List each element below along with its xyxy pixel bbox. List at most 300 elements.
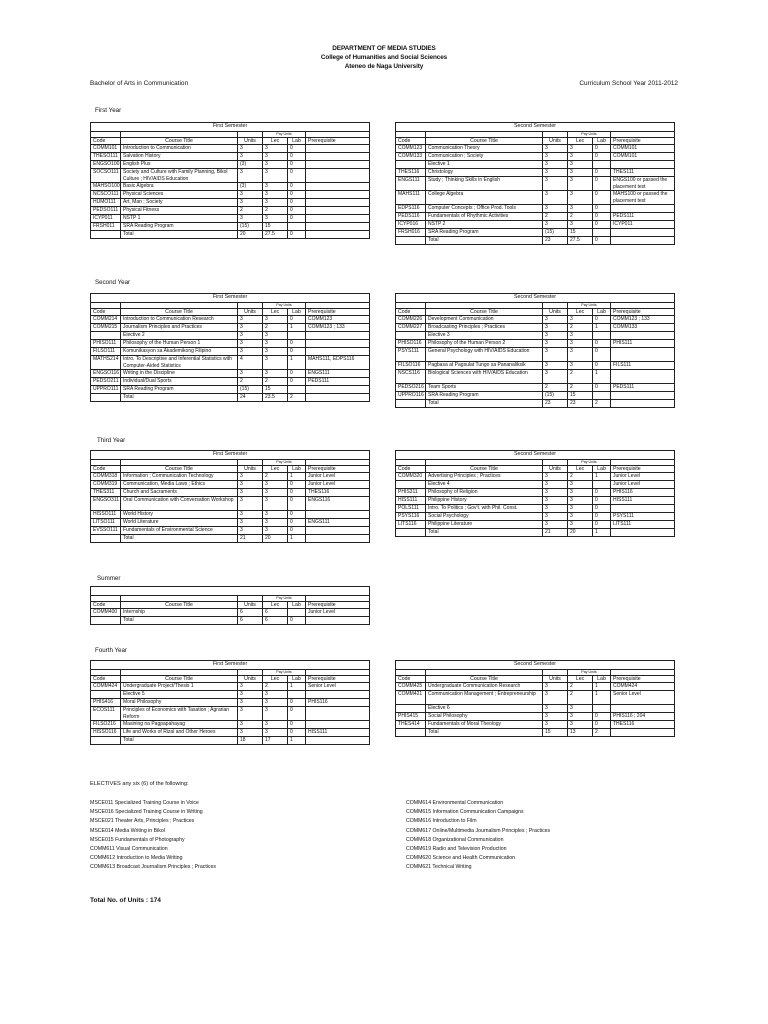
units: 3 [543,221,568,229]
course-row [396,221,675,229]
units: 3 [543,489,568,497]
units: 3 [543,721,568,729]
course-code: HISS111 [396,497,426,505]
units: 3 [238,215,263,223]
course-title: Philosophy of the Human Person 2 [426,340,543,348]
lab-units [593,481,611,489]
lab-units: 1 [288,356,306,370]
units: (3) [238,183,263,191]
course-code: LITS116 [396,521,426,529]
lec-units: 2 [263,378,288,386]
course-title: Total [121,535,238,543]
prerequisite [306,223,370,231]
course-row [396,348,675,362]
prerequisite [306,617,370,625]
lab-units: 0 [593,237,611,245]
course-row [396,392,675,400]
lec-units: 3 [263,356,288,370]
pay-units-label: Pay Units [263,460,306,466]
course-code: EVSSO111 [91,527,121,535]
units: 3 [238,199,263,207]
semester-title: First Semester [91,451,370,460]
lab-units: 1 [288,737,306,745]
units: 3 [543,691,568,705]
course-code [91,394,121,402]
course-code: UPPRO116 [396,392,426,400]
course-title: Social Philosophy [426,713,543,721]
lab-units: 1 [593,324,611,332]
course-code: COMM226 [396,316,426,324]
course-row [91,199,370,207]
units: 3 [238,497,263,511]
column-header-lec: Lec [263,466,288,473]
lec-units: 3 [263,729,288,737]
prerequisite: PHIS116 [611,489,675,497]
course-code [91,617,121,625]
course-row [91,511,370,519]
prerequisite: Junior Level [306,609,370,617]
lab-units: 2 [288,394,306,402]
semester-table [90,293,370,402]
course-row [396,729,675,737]
column-header-lec: Lec [263,602,288,609]
course-code: COMM320 [396,473,426,481]
course-code: PEDSO111 [91,207,121,215]
units: 23 [543,400,568,408]
semester-title: Second Semester [396,123,675,132]
lec-units: 3 [568,713,593,721]
lab-units: 0 [593,221,611,229]
semester-title: First Semester [91,123,370,132]
course-row [396,691,675,705]
course-row [91,191,370,199]
elective-item: COMM611 Visual Communication [90,846,168,853]
pay-units-label: Pay Units [263,303,306,309]
lec-units: 3 [568,316,593,324]
units: 18 [238,737,263,745]
course-code: COMM421 [396,691,426,705]
pay-units-label: Pay Units [263,132,306,138]
course-row [91,481,370,489]
course-title: Physical Fitness [121,207,238,215]
course-title: Team Sports [426,384,543,392]
course-title: NSTP 1 [121,215,238,223]
units: 3 [543,340,568,348]
column-header-units: Units [238,138,263,145]
course-code: COMM101 [91,145,121,153]
column-header-prereq: Prerequisite [611,309,675,316]
course-title: Masining na Pagpapahayag [121,721,238,729]
lab-units: 0 [288,340,306,348]
course-row [91,153,370,161]
elective-item: COMM612 Introduction to Media Writing [90,855,183,862]
lab-units: 0 [593,521,611,529]
course-title: Information ; Communication Technology [121,473,238,481]
lec-units: 3 [263,519,288,527]
units: 3 [238,324,263,332]
column-header-code: Code [396,676,426,683]
lec-units: 3 [568,205,593,213]
course-row [91,617,370,625]
prerequisite [611,229,675,237]
elective-item: COMM616 Introduction to Film [406,818,477,825]
lab-units: 0 [288,169,306,183]
course-title: Philosophy of the Human Person 1 [121,340,238,348]
lec-units: 2 [568,683,593,691]
course-code: HISSO116 [91,729,121,737]
lec-units: 3 [263,145,288,153]
prerequisite [611,205,675,213]
pay-units-label: Pay Units [568,303,611,309]
course-title: Basic Algebra [121,183,238,191]
course-title: SRA Reading Program [426,392,543,400]
lec-units: 3 [568,340,593,348]
year-label: Second Year [95,279,131,286]
lec-units: 15 [568,229,593,237]
lab-units: 0 [288,378,306,386]
prerequisite: THES111 [611,169,675,177]
course-row [91,348,370,356]
elective-item: COMM617 Online/Multimedia Journalism Principles ; Practices [406,827,551,834]
column-header-code: Code [91,466,121,473]
lab-units [593,705,611,713]
units: 3 [238,721,263,729]
prerequisite [611,505,675,513]
lab-units: 0 [593,145,611,153]
prerequisite [306,183,370,191]
prerequisite: Junior Level [306,473,370,481]
course-row [396,362,675,370]
lab-units: 0 [593,340,611,348]
lec-units: 3 [263,183,288,191]
lec-units: 2 [263,473,288,481]
course-code: MAHSO100 [91,183,121,191]
course-code: THES116 [396,169,426,177]
units: 4 [238,356,263,370]
semester-title: First Semester [91,661,370,670]
lec-units: 23 [568,400,593,408]
course-row [91,386,370,394]
lab-units: 0 [288,191,306,199]
units: 3 [543,521,568,529]
prerequisite: PHIS116 [306,699,370,707]
column-header-code: Code [91,602,121,609]
prerequisite [306,535,370,543]
course-row [396,721,675,729]
column-header-title: Course Title [426,676,543,683]
course-row [91,394,370,402]
course-code: THESO111 [91,153,121,161]
course-title: Intro. To Descriptive and Inferential Statistics with Computer-Aided Statistics [121,356,238,370]
lab-units: 0 [288,207,306,215]
lec-units: 15 [263,223,288,231]
units: 3 [238,340,263,348]
course-row [396,384,675,392]
lab-units: 0 [593,153,611,161]
column-header-lab: Lab [288,309,306,316]
column-header-lab: Lab [593,138,611,145]
program-name: Bachelor of Arts in Communication [90,80,189,87]
column-header-lec: Lec [568,676,593,683]
column-header-prereq: Prerequisite [306,309,370,316]
units: 3 [238,527,263,535]
course-title: Total [426,237,543,245]
lab-units: 0 [593,316,611,324]
course-title: Study ; Thinking Skills in English [426,177,543,191]
prerequisite: ENGS111 [306,519,370,527]
column-header-units: Units [543,466,568,473]
course-code: COMM215 [91,324,121,332]
course-title: Elective 3 [426,332,543,340]
column-header-title: Course Title [426,466,543,473]
course-code [396,529,426,537]
course-code: COMM123 [396,145,426,153]
units: 23 [543,237,568,245]
course-title: Intro. To Politics ; Gov't. with Phil. Const. [426,505,543,513]
units: 20 [238,231,263,239]
prerequisite [611,729,675,737]
units: 3 [543,169,568,177]
pay-units-label: Pay Units [263,596,306,602]
column-header-lab: Lab [288,138,306,145]
column-header-lab: Lab [288,602,306,609]
elective-item: COMM615 Information Communication Campaigns [406,809,524,816]
units: (15) [238,223,263,231]
lec-units: 3 [263,161,288,169]
lab-units: 0 [593,497,611,505]
course-row [396,205,675,213]
lab-units: 0 [288,519,306,527]
course-row [91,161,370,169]
lec-units: 20 [263,535,288,543]
course-row [91,527,370,535]
prerequisite: LITS111 [611,521,675,529]
lab-units [288,332,306,340]
course-row [396,705,675,713]
lab-units: 0 [288,145,306,153]
course-code: PEDSO216 [396,384,426,392]
course-row [396,145,675,153]
lec-units: 2 [263,207,288,215]
elective-item: MSCE015 Fundamentals of Photography [90,836,185,843]
lab-units: 0 [593,713,611,721]
course-row [396,513,675,521]
prerequisite [611,332,675,340]
course-row [396,400,675,408]
course-title: Elective 1 [426,161,543,169]
column-header-lec: Lec [263,676,288,683]
lec-units: 3 [568,362,593,370]
lab-units: 0 [593,191,611,205]
lab-units: 0 [593,169,611,177]
course-code: PHIS311 [396,489,426,497]
column-header-title: Course Title [121,676,238,683]
course-title: Internship [121,609,238,617]
course-title: Philippine History [426,497,543,505]
course-row [396,370,675,384]
course-row [396,213,675,221]
units: 3 [543,191,568,205]
lec-units: 3 [568,705,593,713]
column-header-prereq: Prerequisite [611,676,675,683]
course-row [91,699,370,707]
lab-units: 1 [593,691,611,705]
lec-units: 3 [263,527,288,535]
column-header-title: Course Title [121,602,238,609]
course-title: NSTP 2 [426,221,543,229]
column-header-lec: Lec [263,138,288,145]
units: 3 [543,316,568,324]
course-code: ENGS111 [396,177,426,191]
course-title: Communication ; Society [426,153,543,161]
lec-units: 3 [568,169,593,177]
lab-units: 1 [288,535,306,543]
course-code [396,729,426,737]
prerequisite: COMM123 ; 133 [611,316,675,324]
lec-units: 3 [568,153,593,161]
lab-units: 0 [593,721,611,729]
prerequisite [306,207,370,215]
course-row [91,609,370,617]
prerequisite: COMM133 [611,324,675,332]
lab-units: 0 [288,215,306,223]
prerequisite: THES116 [306,489,370,497]
column-header-code: Code [91,309,121,316]
lec-units: 2 [568,324,593,332]
lec-units: 3 [263,153,288,161]
course-title: Total [426,729,543,737]
course-row [396,324,675,332]
course-title: SRA Reading Program [121,223,238,231]
course-row [91,223,370,231]
course-code: COMM424 [91,683,121,691]
course-row [396,683,675,691]
course-title: Fundamentals of Rhythmic Activities [426,213,543,221]
course-title: SRA Reading Program [426,229,543,237]
course-title: Journalism Principles and Practices [121,324,238,332]
column-header-lab: Lab [288,466,306,473]
column-header-lab: Lab [593,309,611,316]
lec-units: 3 [263,707,288,721]
course-title: Pagbasa at Pagsulat Tungo sa Pananaliksik [426,362,543,370]
prerequisite [306,161,370,169]
prerequisite: Senior Level [611,691,675,705]
prerequisite: ICYP011 [611,221,675,229]
lab-units [593,332,611,340]
course-row [396,481,675,489]
course-title: Social Psychology [426,513,543,521]
prerequisite [306,153,370,161]
course-row [396,191,675,205]
year-label: Fourth Year [95,647,127,654]
lec-units: 3 [568,481,593,489]
course-row [91,231,370,239]
units: 3 [238,699,263,707]
lab-units: 0 [288,199,306,207]
lab-units: 1 [593,529,611,537]
column-header-lec: Lec [568,309,593,316]
lec-units: 3 [263,511,288,519]
year-label: Summer [97,575,121,582]
lec-units: 3 [263,489,288,497]
course-code: FILSO116 [396,362,426,370]
pay-units-label: Pay Units [263,670,306,676]
course-title: Total [121,617,238,625]
units: (15) [543,229,568,237]
course-row [396,332,675,340]
units: 3 [543,370,568,384]
column-header-lec: Lec [263,309,288,316]
course-row [91,207,370,215]
lab-units: 0 [288,348,306,356]
course-title: Introduction to Communication Research [121,316,238,324]
prerequisite [306,348,370,356]
course-code [91,737,121,745]
semester-table [395,660,675,737]
lec-units: 20 [568,529,593,537]
elective-item: COMM621 Technical Writing [406,864,472,871]
lab-units: 0 [288,183,306,191]
lab-units [288,223,306,231]
course-code: PSYS111 [396,348,426,362]
prerequisite [306,691,370,699]
lec-units: 2 [263,324,288,332]
prerequisite: PEDS111 [306,378,370,386]
units: 3 [238,707,263,721]
elective-item: MSCE011 Specialized Training Course in Voice [90,800,199,806]
lab-units: 0 [288,489,306,497]
prerequisite [306,394,370,402]
course-code: COMM227 [396,324,426,332]
lec-units: 3 [568,221,593,229]
lec-units: 2 [568,213,593,221]
course-code [396,161,426,169]
lab-units: 0 [593,384,611,392]
column-header-units: Units [238,309,263,316]
units: 3 [238,729,263,737]
course-code: NSCS116 [396,370,426,384]
lec-units: 3 [568,348,593,362]
lec-units: 3 [568,497,593,505]
course-title: Church and Sacraments [121,489,238,497]
column-header-code: Code [396,466,426,473]
lec-units: 3 [568,489,593,497]
column-header-units: Units [543,676,568,683]
course-code: HUMO111 [91,199,121,207]
elective-item: COMM614 Environmental Communication [406,800,504,806]
elective-item: COMM618 Organizational Communication [406,836,504,843]
course-code: FILSO111 [91,348,121,356]
course-row [396,529,675,537]
lab-units: 0 [288,617,306,625]
units: 3 [543,348,568,362]
lab-units: 0 [288,511,306,519]
course-title: Fundamentals of Environmental Science [121,527,238,535]
lec-units: 3 [263,169,288,183]
course-row [396,340,675,348]
prerequisite: PHIS116 ; 204 [611,713,675,721]
course-code: UPPRO111 [91,386,121,394]
lec-units: 3 [263,370,288,378]
course-row [91,145,370,153]
course-code: FILSO216 [91,721,121,729]
semester-table [90,660,370,745]
lab-units: 0 [288,707,306,721]
prerequisite [306,145,370,153]
units: 3 [238,191,263,199]
course-row [91,683,370,691]
course-row [91,370,370,378]
